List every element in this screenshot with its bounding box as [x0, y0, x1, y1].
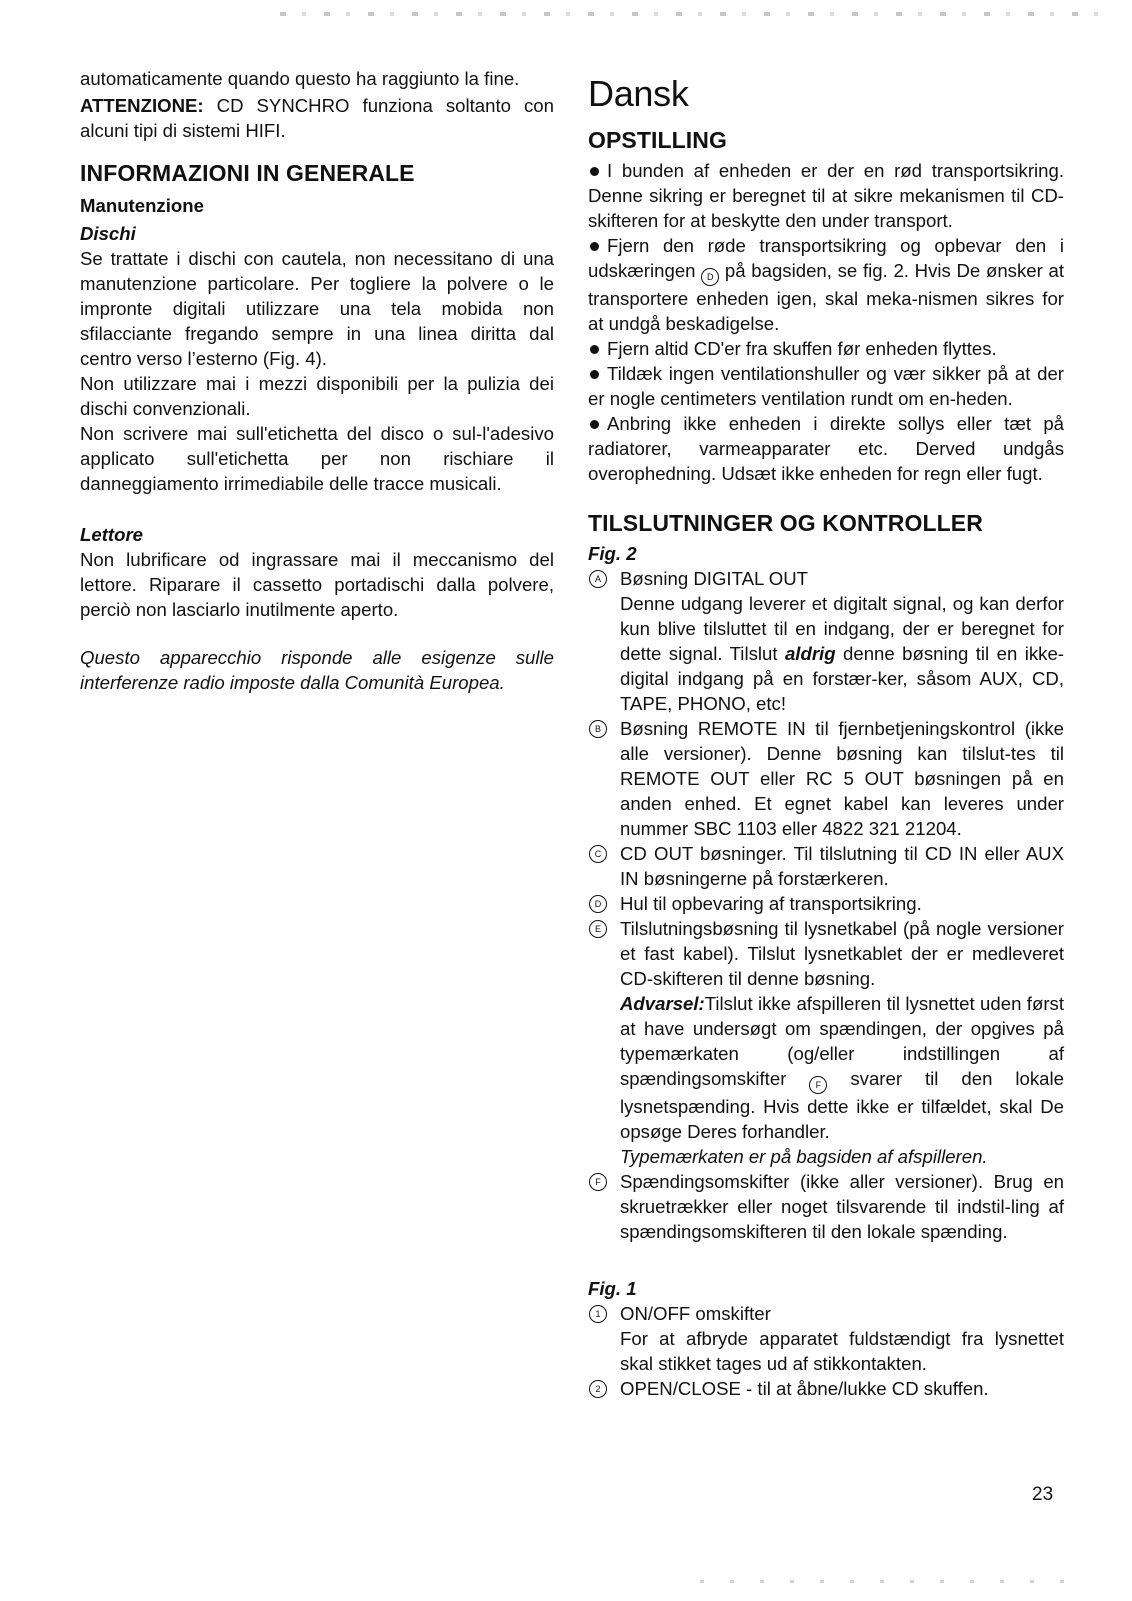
- fig2-label: Fig. 2: [588, 543, 637, 564]
- setup-bullet-3: Fjern altid CD'er fra skuffen før enheden flyttes.: [588, 336, 1064, 361]
- scan-artifact-top: [280, 12, 1100, 16]
- section-heading-general-info: INFORMAZIONI IN GENERALE: [80, 160, 415, 186]
- circled-number-2-icon: 2: [589, 1380, 607, 1398]
- setup-bullet-2: Fjern den røde transportsikring og opbevar den i udskæringen D på bagsiden, se fig. 2. Hvis De ønsker at transportere enheden igen, skal meka-nismen sikres for at undgå beskadigelse.: [588, 235, 1064, 334]
- connection-item-f: [588, 1169, 1064, 1244]
- emphasis-never: aldrig: [784, 643, 836, 664]
- bullet-icon: [590, 242, 599, 251]
- item-d-text: Hul til opbevaring af transportsikring.: [620, 893, 922, 914]
- section-heading-connections: TILSLUTNINGER OG KONTROLLER: [588, 510, 983, 536]
- control-item-2: [588, 1376, 1064, 1401]
- item-f-text: Spændingsomskifter (ikke aller versioner). Brug en skruetrækker eller noget tilsvarende til indstil-ling af spændingsomskifteren til den lokale spænding.: [620, 1171, 1064, 1242]
- right-column-danish: [588, 66, 1064, 1401]
- item-e-text: Tilslutningsbøsning til lysnetkabel (på nogle versioner et fast kabel). Tilslut lysnetkablet der er medleveret CD-skifteren til denne bøsning.: [620, 918, 1064, 989]
- connection-item-c: [588, 841, 1064, 891]
- player-heading: Lettore: [80, 524, 144, 545]
- section-heading-setup: OPSTILLING: [588, 127, 727, 153]
- spacer: [80, 496, 554, 519]
- bullet-icon: [590, 345, 599, 354]
- connection-item-b: [588, 716, 1064, 841]
- item-c-text: CD OUT bøsninger. Til tilslutning til CD IN eller AUX IN bøsningerne på forstærkeren.: [620, 843, 1064, 889]
- bullet-icon: [590, 167, 599, 176]
- spacer: [588, 486, 1064, 509]
- item-e-note: Typemærkaten er på bagsiden af afspilleren.: [620, 1146, 988, 1167]
- connection-item-a: [588, 566, 1064, 716]
- setup-bullet-5: Anbring ikke enheden i direkte sollys eller tæt på radiatorer, varmeapparater etc. Derved undgås overophedning. Udsæt ikke enheden for regn eller fugt.: [588, 413, 1064, 484]
- connection-item-d: [588, 891, 1064, 916]
- player-paragraph: Non lubrificare od ingrassare mai il meccanismo del lettore. Riparare il cassetto portadischi dalla polvere, perciò non lasciarlo inutilmente aperto.: [80, 549, 554, 620]
- circled-letter-d-icon: D: [701, 268, 719, 286]
- item-1-text: For at afbryde apparatet fuldstændigt fra lysnettet skal stikket tages ud af stikkontakten.: [620, 1328, 1064, 1374]
- discs-heading: Dischi: [80, 223, 136, 244]
- attention-paragraph: [80, 93, 554, 143]
- item-1-title: ON/OFF omskifter: [620, 1303, 771, 1324]
- language-title: Dansk: [588, 73, 689, 114]
- item-a-title: Bøsning DIGITAL OUT: [620, 568, 809, 589]
- bullet-icon: [590, 370, 599, 379]
- connection-item-e: [588, 916, 1064, 1169]
- control-item-1: [588, 1301, 1064, 1376]
- item-b-text: Bøsning REMOTE IN til fjernbetjeningskontrol (ikke alle versioner). Denne bøsning kan tilslut-tes til REMOTE OUT eller RC 5 OUT bøsningen på en anden enhed. Et egnet kabel kan leveres under nummer SBC 1103 eller 4822 321 21204.: [620, 718, 1064, 839]
- circled-number-1-icon: 1: [589, 1305, 607, 1323]
- bullet-icon: [590, 420, 599, 429]
- circled-letter-a-icon: A: [589, 570, 607, 588]
- attention-text: CD SYNCHRO funziona soltanto con alcuni tipi di sistemi HIFI.: [80, 95, 554, 141]
- discs-paragraph-1: Se trattate i dischi con cautela, non necessitano di una manutenzione particolare. Per togliere la polvere o le impronte digitali utilizzare una tela mobida non sfilacciante fregando sempre in una linea diritta dal centro verso l’esterno (Fig. 4).: [80, 248, 554, 369]
- setup-bullet-4: Tildæk ingen ventilationshuller og vær sikker på at der er nogle centimeters ventilation rundt om en-heden.: [588, 363, 1064, 409]
- spacer: [80, 622, 554, 645]
- item-2-title: OPEN/CLOSE - til at åbne/lukke CD skuffen.: [620, 1378, 989, 1399]
- circled-letter-c-icon: C: [589, 845, 607, 863]
- discs-paragraph-2: Non utilizzare mai i mezzi disponibili per la pulizia dei dischi convenzionali.: [80, 373, 554, 419]
- item-a-text: Denne udgang leverer et digitalt signal, og kan derfor kun blive tilsluttet til en indgang, der er beregnet for dette signal. Tilslut aldrig denne bøsning til en ikke-digital indgang på en forstær-ker, såsom AUX, CD, TAPE, PHONO, etc!: [620, 593, 1064, 714]
- discs-paragraph-3: Non scrivere mai sull'etichetta del disco o sul-l'adesivo applicato sull'etichetta per non rischiare il danneggiamento irrimediabile delle tracce musicali.: [80, 423, 554, 494]
- eu-notice: Questo apparecchio risponde alle esigenze sulle interferenze radio imposte dalla Comunità Europea.: [80, 647, 554, 693]
- warning-label: Advarsel:: [620, 993, 705, 1014]
- circled-letter-f-icon: F: [809, 1076, 827, 1094]
- page-number: 23: [1032, 1484, 1054, 1505]
- intro-text: automaticamente quando questo ha raggiunto la fine.: [80, 68, 520, 89]
- fig1-label: Fig. 1: [588, 1278, 637, 1299]
- attention-label: ATTENZIONE:: [80, 95, 204, 116]
- circled-letter-f-icon: F: [589, 1173, 607, 1191]
- circled-letter-d-icon: D: [589, 895, 607, 913]
- spacer: [588, 1244, 1064, 1274]
- circled-letter-b-icon: B: [589, 720, 607, 738]
- subsection-heading-maintenance: Manutenzione: [80, 195, 204, 216]
- circled-letter-e-icon: E: [589, 920, 607, 938]
- setup-bullet-1: I bunden af enheden er der en rød transportsikring. Denne sikring er beregnet til at sikre mekanismen til CD-skifteren for at beskytte den under transport.: [588, 160, 1064, 231]
- item-e-warning: Advarsel:Tilslut ikke afspilleren til lysnettet uden først at have undersøgt om spændingen, der opgives på typemærkaten (og/eller indstillingen af spændingsomskifter F svarer til den lokale lysnetspænding. Hvis dette ikke er tilfældet, skal De opsøge Deres forhandler.: [620, 993, 1064, 1142]
- scan-artifact-bottom: [700, 1580, 1080, 1583]
- left-column-italian: [80, 66, 554, 695]
